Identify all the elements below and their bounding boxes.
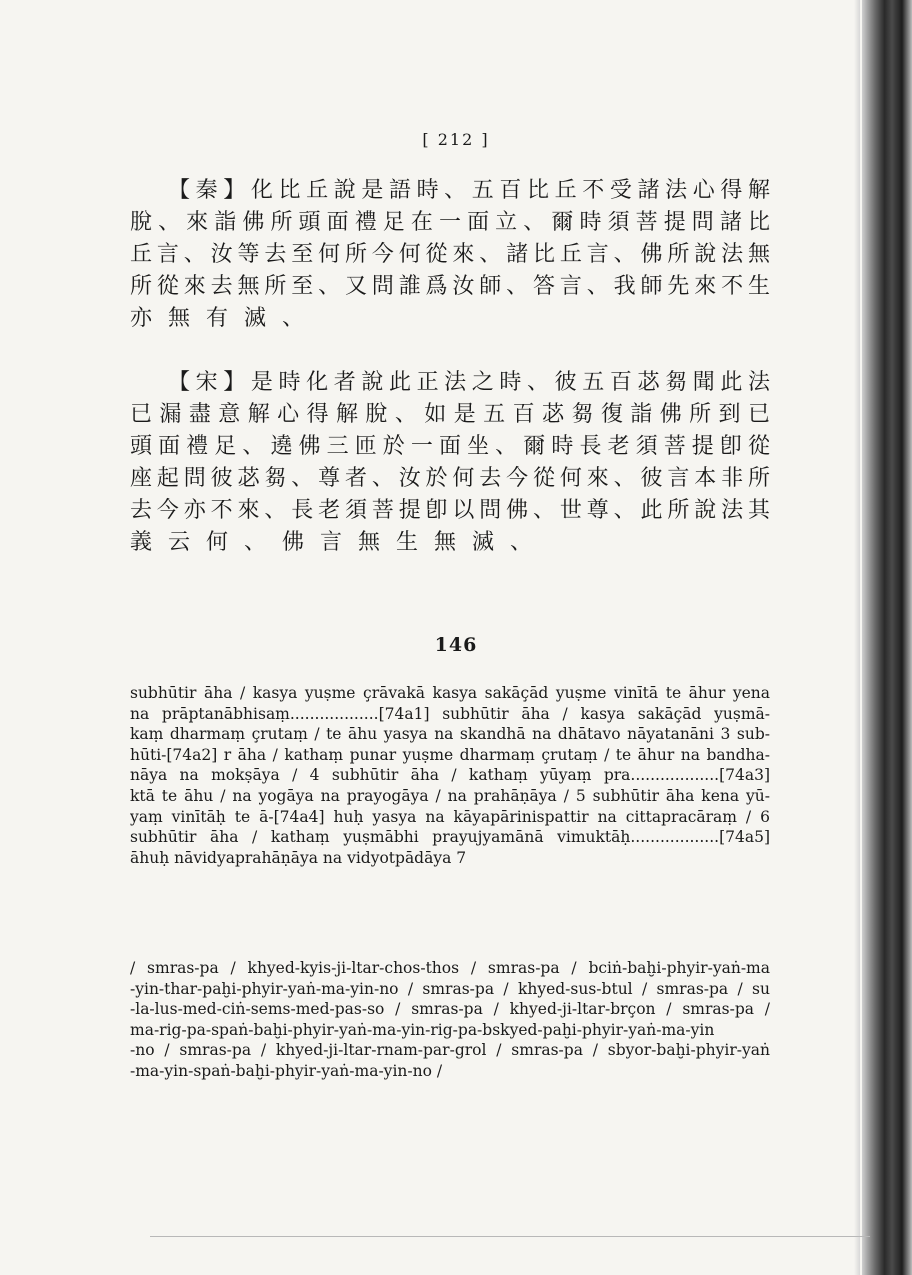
text-line: -la-lus-med-ciṅ-sems-med-pas-so / smras-pa / khyed-ji-ltar-brçon / smras-pa / [130,1000,770,1019]
text-line: ktā te āhu / na yogāya na prayogāya / na prahāṇāya / 5 subhūtir āha kena yū- [130,786,770,805]
text-line: 丘言、汝等去至何所今何從來、諸比丘言、佛所說法無 [130,242,770,267]
text-line: -yin-thar-paḫi-phyir-yaṅ-ma-yin-no / smras-pa / khyed-sus-btul / smras-pa / su [130,979,770,998]
text-line: 【宋】是時化者說此正法之時、彼五百苾芻聞此法 [168,370,770,395]
tibetan-paragraph [130,958,770,1082]
page-number: [ 212 ] [422,130,490,149]
text-line: āhuḥ nāvidyaprahāṇāya na vidyotpādāya 7 [130,848,467,867]
text-line: subhūtir āha / kathaṃ yuṣmābhi prayujyamānā vimuktāḥ..................[74a5] [130,828,770,847]
text-line: 頭面禮足、遶佛三匝於一面坐、爾時長老須菩提卽從 [130,434,770,459]
text-line: 所從來去無所至、又問誰爲汝師、答言、我師先來不生 [130,274,770,299]
text-line: 亦無有滅、 [130,306,321,331]
text-line: ma-rig-pa-spaṅ-baḫi-phyir-yaṅ-ma-yin-rig-pa-bskyed-paḫi-phyir-yaṅ-ma-yin [130,1020,715,1039]
page-bottom-rule [150,1236,870,1237]
text-line: nāya na mokṣāya / 4 subhūtir āha / kathaṃ yūyaṃ pra..................[74a3] [130,766,770,785]
text-line: na prāptanābhisaṃ..................[74a1] subhūtir āha / kasya sakāçād yuṣmā- [130,704,770,723]
text-line: -ma-yin-spaṅ-baḫi-phyir-yaṅ-ma-yin-no / [130,1061,443,1080]
text-line: 【秦】化比丘說是語時、五百比丘不受諸法心得解 [168,178,770,203]
text-line: hūti-[74a2] r āha / kathaṃ punar yuṣme dharmaṃ çrutaṃ / te āhur na bandha- [130,745,770,764]
text-line: subhūtir āha / kasya yuṣme çrāvakā kasya sakāçād yuṣme vinītā te āhur yena [130,684,770,702]
text-line: / smras-pa / khyed-kyis-ji-ltar-chos-thos / smras-pa / bciṅ-baḫi-phyir-yaṅ-ma [130,959,770,977]
text-line: 座起問彼苾芻、尊者、汝於何去今從何來、彼言本非所 [130,466,770,491]
text-line: yaṃ vinītāḥ te ā-[74a4] huḥ yasya na kāyapārinispattir na cittapracāraṃ / 6 [130,807,770,826]
sanskrit-paragraph [130,683,770,868]
text-line: kaṃ dharmaṃ çrutaṃ / te āhu yasya na skandhā na dhātavo nāyatanāni 3 sub- [130,725,770,744]
section-number: 146 [434,634,478,656]
qin-translation-paragraph [130,175,770,335]
text-line: 已漏盡意解心得解脫、如是五百苾芻復詣佛所到已 [130,402,770,427]
text-line: 去今亦不來、長老須菩提卽以問佛、世尊、此所說法其 [130,498,770,523]
song-translation-paragraph [130,367,770,559]
text-line: 脫、來詣佛所頭面禮足在一面立、爾時須菩提問諸比 [130,210,770,235]
text-line: 義云何、佛言無生無滅、 [130,530,549,555]
text-line: -no / smras-pa / khyed-ji-ltar-rnam-par-grol / smras-pa / sbyor-baḫi-phyir-yaṅ [130,1041,770,1060]
